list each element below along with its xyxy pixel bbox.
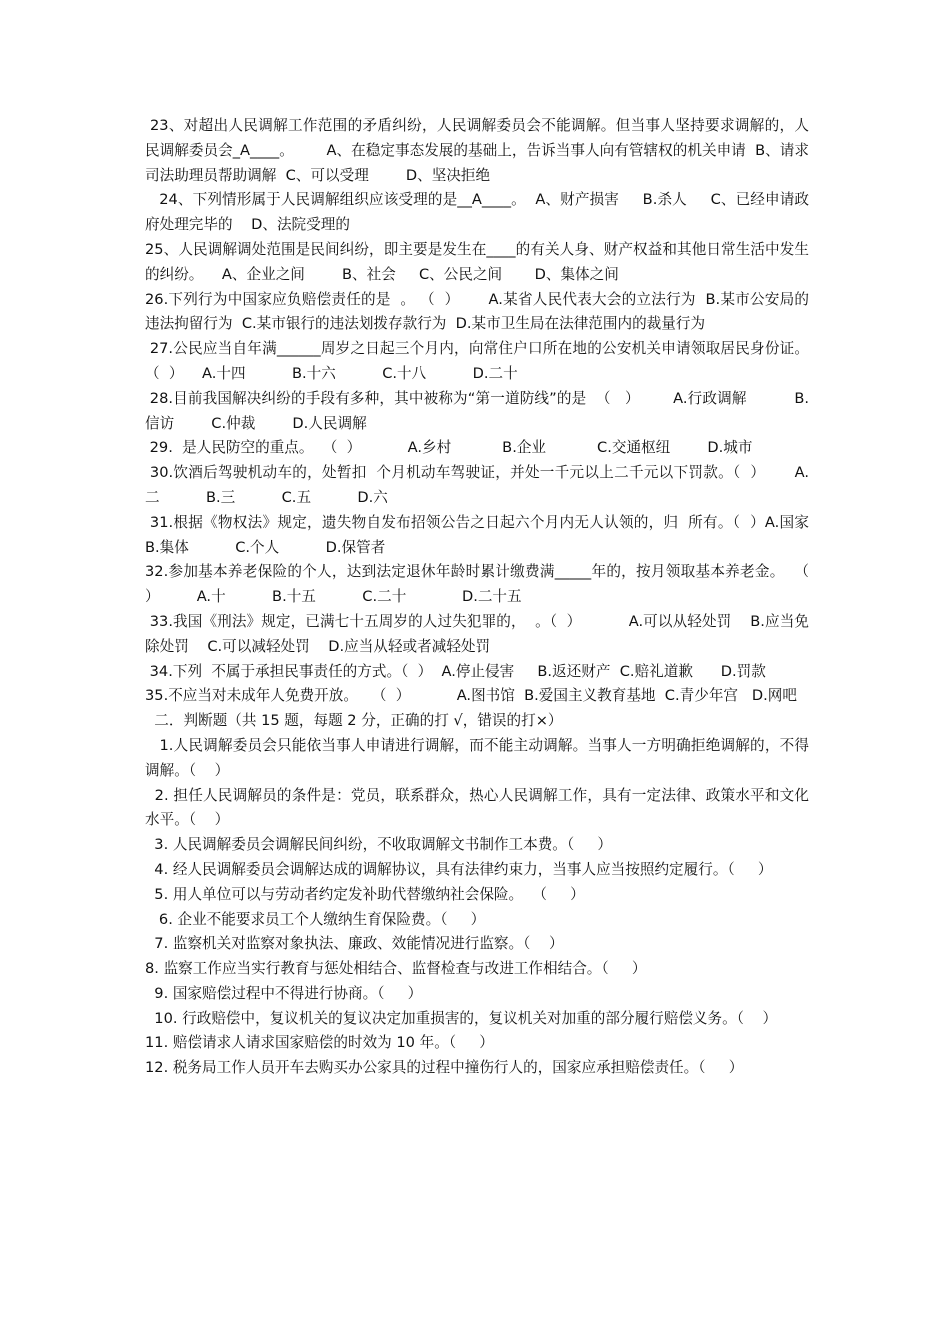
section-heading-true-false: 二．判断题（共 15 题，每题 2 分，正确的打 √，错误的打×）	[145, 712, 563, 730]
question-29: 29. 是人民防空的重点。 （ ） A.乡村 B.企业 C.交通枢纽 D.城市	[145, 439, 753, 457]
judgment-2: 2. 担任人民调解员的条件是：党员，联系群众，热心人民调解工作，具有一定法律、政策水平和文化水平。（ ）	[145, 786, 809, 829]
judgment-4: 4. 经人民调解委员会调解达成的调解协议，具有法律约束力，当事人应当按照约定履行。（ ）	[145, 860, 773, 878]
question-32: 32.参加基本养老保险的个人，达到法定退休年龄时累计缴费满_____年的，按月领取基本养老金。 （ ） A.十 B.十五 C.二十 D.二十五	[145, 563, 819, 606]
question-24: 24、下列情形属于人民调解组织应该受理的是__A____。 A、财产损害 B.杀人 C、已经申请政府处理完毕的 D、法院受理的	[145, 191, 809, 234]
judgment-11: 11. 赔偿请求人请求国家赔偿的时效为 10 年。（ ）	[145, 1034, 494, 1052]
judgment-9: 9. 国家赔偿过程中不得进行协商。（ ）	[145, 984, 423, 1002]
question-31: 31.根据《物权法》规定，遗失物自发布招领公告之日起六个月内无人认领的，归 所有。（ ）A.国家 B.集体 C.个人 D.保管者	[145, 513, 856, 556]
judgment-5: 5. 用人单位可以与劳动者约定发补助代替缴纳社会保险。 （ ）	[145, 885, 585, 903]
judgment-3: 3. 人民调解委员会调解民间纠纷，不收取调解文书制作工本费。（ ）	[145, 836, 612, 854]
document-body	[145, 114, 856, 1081]
question-34: 34.下列 不属于承担民事责任的方式。（ ） A.停止侵害 B.返还财产 C.赔礼道歉 D.罚款	[145, 662, 766, 680]
question-23: 23、对超出人民调解工作范围的矛盾纠纷，人民调解委员会不能调解。但当事人坚持要求调解的，人民调解委员会_A____。 A、在稳定事态发展的基础上，告诉当事人向有管辖权的机关申请 B、请求司法助理员帮助调解 C、可以受理 D、坚决拒绝	[145, 117, 810, 184]
question-30: 30.饮酒后驾驶机动车的，处暂扣 个月机动车驾驶证，并处一千元以上二千元以下罚款。（ ） A.二 B.三 C.五 D.六	[145, 464, 809, 506]
judgment-8: 8. 监察工作应当实行教育与惩处相结合、监督检查与改进工作相结合。（ ）	[145, 960, 647, 978]
question-35: 35.不应当对未成年人免费开放。 （ ） A.图书馆 B.爱国主义教育基地 C.青少年宫 D.网吧	[145, 687, 797, 705]
question-27: 27.公民应当自年满______周岁之日起三个月内，向常住户口所在地的公安机关申请领取居民身份证。 （ ） A.十四 B.十六 C.十八 D.二十	[145, 340, 819, 382]
question-25: 25、人民调解调处范围是民间纠纷，即主要是发生在____的有关人身、财产权益和其他日常生活中发生的纠纷。 A、企业之间 B、社会 C、公民之间 D、集体之间	[145, 240, 809, 283]
judgment-1: 1.人民调解委员会只能依当事人申请进行调解，而不能主动调解。当事人一方明确拒绝调解的，不得调解。（ ）	[145, 736, 809, 779]
question-33: 33.我国《刑法》规定，已满七十五周岁的人过失犯罪的， 。（ ） A.可以从轻处罚 B.应当免除处罚 C.可以减轻处罚 D.应当从轻或者减轻处罚	[145, 612, 810, 655]
judgment-10: 10. 行政赔偿中，复议机关的复议决定加重损害的，复议机关对加重的部分履行赔偿义务。（ ）	[145, 1009, 778, 1027]
question-26: 26.下列行为中国家应负赔偿责任的是 。 （ ） A.某省人民代表大会的立法行为 B.某市公安局的违法拘留行为 C.某市银行的违法划拨存款行为 D.某市卫生局在法律范围内的裁量行为	[145, 290, 809, 333]
judgment-12: 12. 税务局工作人员开车去购买办公家具的过程中撞伤行人的，国家应承担赔偿责任。（ ）	[145, 1059, 744, 1077]
judgment-7: 7. 监察机关对监察对象执法、廉政、效能情况进行监察。（ ）	[145, 935, 564, 953]
question-28: 28.目前我国解决纠纷的手段有多种，其中被称为“第一道防线”的是 （ ） A.行政调解 B.信访 C.仲裁 D.人民调解	[145, 389, 810, 432]
judgment-6: 6. 企业不能要求员工个人缴纳生育保险费。（ ）	[145, 910, 486, 928]
